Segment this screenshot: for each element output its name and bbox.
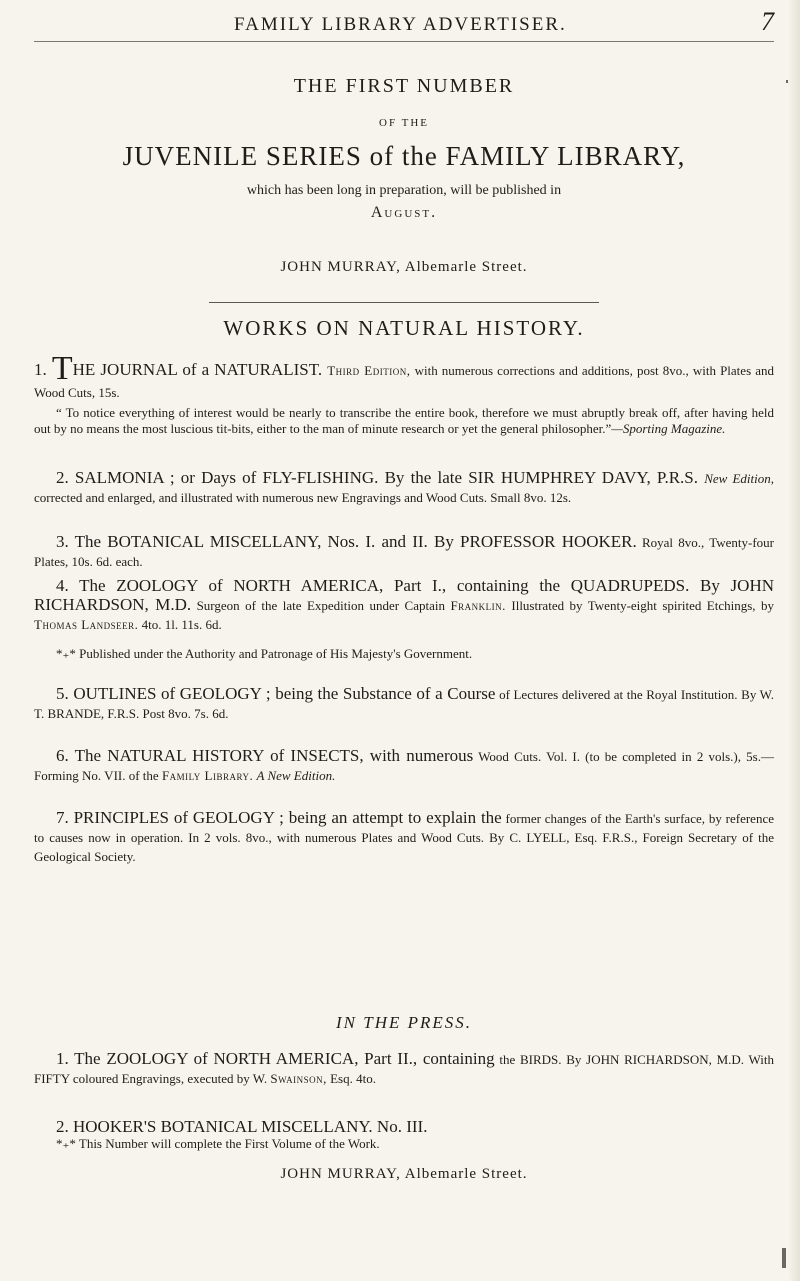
running-head [234, 7, 774, 37]
announcement-month: August. [370, 204, 438, 221]
entry-details: Illustrated by Twenty-eight spirited Etchings, by [505, 598, 774, 613]
entry-details: corrected and enlarged, and illustrated with numerous new Engravings and Wood Cuts. Small 8vo. 12s. [34, 490, 572, 505]
publisher-top: JOHN MURRAY, Albemarle Street. [280, 259, 528, 275]
entry-1 [34, 350, 775, 401]
page-number: 7 [761, 7, 774, 36]
press-entry-1 [34, 1049, 774, 1087]
press-entry-2 [34, 1117, 774, 1152]
entry-title: HE JOURNAL of a NATURALIST. [72, 360, 323, 379]
note-text: *₊* This Number will complete the First Volume of the Work. [56, 1136, 380, 1151]
entry-title: 4. The ZOOLOGY of NORTH AMERICA, Part I., containing the QUADRUPEDS. By JOHN RICHARDSON, M.D. [34, 576, 774, 614]
entry-edition: A New Edition. [256, 768, 336, 783]
note-text: *₊* Published under the Authority and Patronage of His Majesty's Government. [56, 646, 473, 661]
engraver-name: Thomas Landseer. [34, 617, 139, 632]
entry-details: Wood Cuts. Vol. I. (to be completed in 2 vols.), 5s.—Forming No. VII. of the [34, 749, 774, 783]
entry-title: 2. HOOKER'S BOTANICAL MISCELLANY. No. III. [56, 1117, 428, 1136]
quote-source: —Sporting Magazine. [611, 421, 726, 436]
entry-details: of Lectures delivered at the Royal Institution. By W. T. BRANDE, F.R.S. Post 8vo. 7s. 6d. [34, 687, 774, 721]
entry-5 [34, 684, 774, 722]
entry-6 [34, 746, 774, 784]
entry-3 [34, 532, 774, 570]
drop-cap: T [51, 350, 73, 387]
entry-edition: New Edition, [704, 471, 775, 486]
press-heading: IN THE PRESS. [335, 1013, 473, 1032]
entry-2 [34, 468, 774, 506]
entry-price: Esq. 4to. [326, 1071, 376, 1086]
entry-title: 2. SALMONIA ; or Days of FLY-FLISHING. By the late SIR HUMPHREY DAVY, P.R.S. [56, 468, 699, 487]
page [34, 0, 774, 1281]
entry-number: 1. [34, 360, 52, 379]
entry-edition: Third Edition, [327, 363, 411, 378]
publisher-bottom: JOHN MURRAY, Albemarle Street. [280, 1166, 528, 1182]
works-heading: WORKS ON NATURAL HISTORY. [223, 316, 585, 340]
entry-title: 6. The NATURAL HISTORY of INSECTS, with numerous [56, 746, 474, 765]
paper-edge [788, 0, 800, 1281]
entry-4 [34, 576, 774, 633]
captain-name: Franklin. [450, 598, 506, 613]
section-rule [209, 302, 599, 303]
entry-title: 5. OUTLINES of GEOLOGY ; being the Substance of a Course [56, 684, 496, 703]
entry-details: Surgeon of the late Expedition under Captain [191, 598, 451, 613]
entry-details: with numerous corrections and additions, post 8vo., with Plates and Wood Cuts, 15s. [34, 363, 775, 400]
entry-title: 1. The ZOOLOGY of NORTH AMERICA, Part II., containing [56, 1049, 495, 1068]
announcement-line1: THE FIRST NUMBER [293, 75, 515, 97]
quote-text: “ To notice everything of interest would be nearly to transcribe the entire book, therefore we must abruptly break off, after having held out by no means the most luscious tit-bits, either to the man of minute research or yet the general philosopher.” [34, 405, 774, 436]
review-quote [34, 405, 774, 437]
paper-speck [786, 80, 788, 83]
entry-price: 4to. 1l. 11s. 6d. [138, 617, 222, 632]
entry-7 [34, 808, 774, 865]
engraver-name: Swainson, [270, 1071, 327, 1086]
family-library: Family Library. [161, 768, 254, 783]
header-rule [34, 41, 774, 42]
entry-details: former changes of the Earth's surface, by reference to causes now in operation. In 2 vols. 8vo., with numerous Plates and Wood Cuts. By C. LYELL, Esq. F.R.S., Foreign Secretary of the Geological Society. [34, 811, 774, 864]
entry-title: 7. PRINCIPLES of GEOLOGY ; being an attempt to explain the [56, 808, 502, 827]
paper-speck [782, 1248, 786, 1268]
series-title: JUVENILE SERIES of the FAMILY LIBRARY, [122, 141, 686, 171]
running-title: FAMILY LIBRARY ADVERTISER. [234, 14, 567, 35]
authority-note [34, 646, 774, 662]
announcement-line4: which has been long in preparation, will be published in [246, 183, 562, 198]
announcement-line2: OF THE [379, 117, 429, 129]
entry-details: the BIRDS. By JOHN RICHARDSON, M.D. With FIFTY coloured Engravings, executed by W. [34, 1052, 775, 1086]
entry-details: Royal 8vo., Twenty-four Plates, 10s. 6d. each. [34, 535, 775, 569]
entry-title: 3. The BOTANICAL MISCELLANY, Nos. I. and II. By PROFESSOR HOOKER. [56, 532, 637, 551]
